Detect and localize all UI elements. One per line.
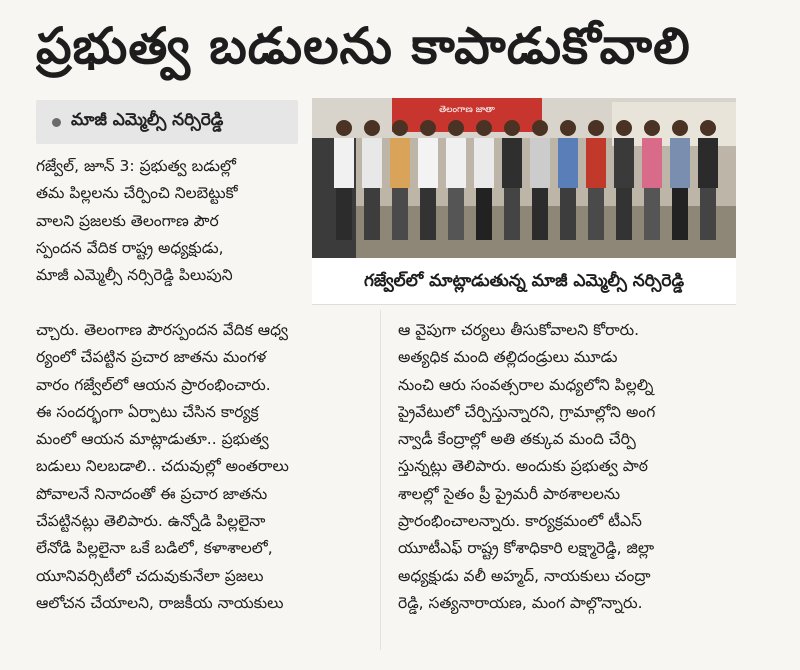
article-text-line: మాజీ ఎమ్మెల్సీ నర్సిరెడ్డి పిలుపుని (36, 266, 233, 285)
person-head (672, 120, 688, 136)
banner-text: తెలంగాణ జాతా (439, 105, 495, 115)
person-legs (700, 188, 716, 240)
column-divider (380, 310, 381, 650)
person-body (474, 138, 494, 188)
article-text-line: ఆ వైపుగా చర్యలు తీసుకోవాలని కోరారు. (398, 321, 640, 339)
person-body (362, 138, 382, 188)
article-column-left-top (36, 153, 304, 289)
person-head (448, 120, 464, 136)
person-legs (672, 188, 688, 240)
subheadline-box (36, 100, 298, 144)
subheadline-text: మాజీ ఎమ్మెల్సీ నర్సిరెడ్డి (71, 110, 224, 130)
person-head (420, 120, 436, 136)
article-text-line: శాలల్లో సైతం ప్రీ ప్రైమరీ పాఠశాలలను (398, 484, 621, 503)
article-text-line: పోవాలనే నినాదంతో ఈ ప్రచార జాతను (36, 484, 268, 503)
news-photo (312, 98, 736, 258)
person-head (336, 120, 352, 136)
person-legs (476, 188, 492, 240)
article-text-line: యూనివర్సిటీలో చదువుకునేలా ప్రజలు (36, 566, 264, 585)
article-column-left-bottom (36, 317, 366, 617)
person-head (700, 120, 716, 136)
bullet-icon (52, 118, 61, 127)
article-text-line: నుంచి ఆరు సంవత్సరాల మధ్యలోని పిల్లల్ని (398, 375, 654, 394)
person-legs (364, 188, 380, 240)
article-text-line: లేనోడి పిల్లలైనా ఒకే బడిలో, కళాశాలలో, (36, 539, 273, 558)
person-legs (560, 188, 576, 240)
person-body (558, 138, 578, 188)
person-head (588, 120, 604, 136)
person-legs (532, 188, 548, 240)
article-text-line: ప్రైవేటులో చేర్పిస్తున్నారని, గ్రామాల్లోని అంగ (398, 402, 656, 421)
article-text-line: తమ పిల్లలను చేర్పించి నిలబెట్టుకో (36, 184, 238, 203)
person-legs (504, 188, 520, 240)
person-head (476, 120, 492, 136)
article-text-line: చేపట్టినట్లు తెలిపారు. ఉన్నోడి పిల్లలైనా (36, 512, 266, 531)
article-text-line: చ్చారు. తెలంగాణ పౌరస్పందన వేదిక ఆధ్వ (36, 321, 289, 339)
person-head (644, 120, 660, 136)
article-text-line: యూటీఎఫ్ రాష్ట్ర కోశాధికారి లక్ష్మారెడ్డి, జిల్లా (398, 539, 655, 558)
person-head (392, 120, 408, 136)
person-body (334, 138, 354, 188)
person-body (670, 138, 690, 188)
article-text-line: గజ్వేల్, జూన్ 3: ప్రభుత్వ బడుల్లో (36, 157, 236, 175)
person-legs (448, 188, 464, 240)
person-legs (616, 188, 632, 240)
article-headline: ప్రభుత్వ బడులను కాపాడుకోవాలి (36, 17, 691, 75)
person-head (364, 120, 380, 136)
article-text-line: ఈ సందర్భంగా ఏర్పాటు చేసిన కార్యక్ర (36, 402, 259, 421)
person-legs (336, 188, 352, 240)
article-text-line: ర్యంలో చేపట్టిన ప్రచార జాతను మంగళ (36, 348, 267, 367)
person-legs (588, 188, 604, 240)
person-legs (420, 188, 436, 240)
person-body (642, 138, 662, 188)
person-body (390, 138, 410, 188)
person-body (586, 138, 606, 188)
person-body (698, 138, 718, 188)
article-text-line: అత్యధిక మంది తల్లిదండ్రులు మూడు (398, 348, 618, 367)
person-head (616, 120, 632, 136)
article-text-line: న్వాడీ కేంద్రాల్లో అతి తక్కువ మంది చేర్పి (398, 430, 636, 449)
article-text-line: ఆలోచన చేయాలని, రాజకీయ నాయకులు (36, 593, 284, 612)
photo-caption: గజ్వేల్‌లో మాట్లాడుతున్న మాజీ ఎమ్మెల్సీ నర్సిరెడ్డి (312, 258, 736, 305)
article-text-line: స్తున్నట్లు తెలిపారు. అందుకు ప్రభుత్వ పాఠ (398, 457, 648, 476)
person-head (532, 120, 548, 136)
article-text-line: వాలని ప్రజలకు తెలంగాణ పౌర (36, 211, 219, 230)
person-head (504, 120, 520, 136)
person-body (530, 138, 550, 188)
person-legs (644, 188, 660, 240)
article-text-line: మంలో ఆయన మాట్లాడుతూ.. ప్రభుత్వ (36, 430, 269, 449)
person-body (446, 138, 466, 188)
person-head (560, 120, 576, 136)
article-column-right (398, 317, 738, 617)
article-text-line: ప్రారంభించాలన్నారు. కార్యక్రమంలో టీఎస్ (398, 512, 642, 531)
person-legs (392, 188, 408, 240)
person-body (418, 138, 438, 188)
article-text-line: స్పందన వేదిక రాష్ట్ర అధ్యక్షుడు, (36, 238, 224, 257)
article-text-line: వారం గజ్వేల్‌లో ఆయన ప్రారంభించారు. (36, 375, 271, 394)
person-body (614, 138, 634, 188)
person-body (502, 138, 522, 188)
article-text-line: రెడ్డి, సత్యనారాయణ, మంగ పాల్గొన్నారు. (398, 593, 643, 612)
article-text-line: బడులు నిలబడాలి.. చదువుల్లో అంతరాలు (36, 457, 289, 476)
protest-photo-illustration (312, 98, 736, 258)
article-text-line: అధ్యక్షుడు వలీ అహ్మద్, నాయకులు చంద్రా (398, 566, 651, 585)
